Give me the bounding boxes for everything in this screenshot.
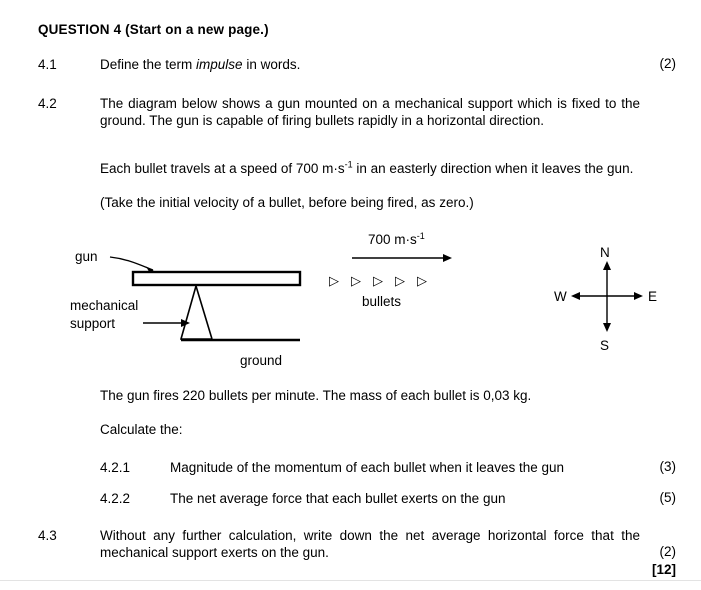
diagram-label-bullets: bullets — [362, 294, 402, 309]
question-number-4-1: 4.1 — [38, 57, 57, 72]
page-title: QUESTION 4 (Start on a new page.) — [38, 22, 269, 37]
question-4-1-text-before: Define the term — [100, 57, 197, 72]
marks-4-1: (2) — [659, 56, 676, 71]
bullet-glyph: ▷ — [417, 274, 427, 289]
compass-west-arrowhead — [571, 292, 580, 300]
marks-4-3: (2) — [659, 544, 676, 559]
compass-label-west: W — [554, 289, 567, 304]
diagram-label-mechanical-support-line-2: support — [70, 316, 116, 331]
mechanical-support-right-leg — [196, 286, 212, 339]
bullet-glyph: ▷ — [373, 274, 383, 289]
total-marks: [12] — [651, 562, 676, 577]
question-4-1-text-after: in words. — [242, 57, 301, 72]
bullet-glyph: ▷ — [395, 274, 405, 289]
bullet-glyph: ▷ — [329, 274, 339, 289]
speed-exponent: -1 — [344, 159, 353, 170]
diagram-label-mechanical-support-line-1: mechanical — [70, 298, 139, 313]
bullet-glyph: ▷ — [351, 274, 361, 289]
speed-statement-part-1: Each bullet travels at a speed of 700 m·s — [100, 161, 345, 176]
question-text-4-2-paragraph-3: (Take the initial velocity of a bullet, before being fired, as zero.) — [100, 195, 474, 210]
page-bottom-rule — [0, 580, 701, 581]
question-number-4-2-1: 4.2.1 — [100, 460, 131, 475]
gun-diagram — [0, 225, 701, 375]
question-number-4-2-2: 4.2.2 — [100, 491, 131, 506]
compass-east-arrowhead — [634, 292, 643, 300]
question-4-1-emphasis: impulse — [196, 57, 243, 72]
compass-north-arrowhead — [603, 261, 611, 270]
question-text-4-2-paragraph-2 — [100, 160, 640, 177]
speed-statement-part-2: in an easterly direction when it leaves the gun. — [352, 161, 634, 176]
gun-leader-line — [110, 257, 153, 270]
question-text-4-2-1: Magnitude of the momentum of each bullet when it leaves the gun — [170, 460, 564, 475]
diagram-label-speed: 700 $m\cdot s^{-1}$ — [368, 231, 425, 247]
compass-label-east: E — [648, 289, 658, 304]
question-number-4-2: 4.2 — [38, 96, 57, 111]
question-text-4-2-paragraph-5: Calculate the: — [100, 422, 183, 437]
velocity-arrow-head — [443, 254, 452, 262]
question-number-4-3: 4.3 — [38, 528, 57, 543]
question-text-4-2-2: The net average force that each bullet exerts on the gun — [170, 491, 506, 506]
gun-barrel — [133, 272, 300, 285]
bullets-row — [329, 274, 427, 289]
mechanical-support-triangle — [181, 286, 212, 339]
question-text-4-2-paragraph-1: The diagram below shows a gun mounted on a mechanical support which is fixed to the ground. The gun is capable of firing bullets rapidly in a horizontal direction. — [100, 96, 640, 128]
marks-4-2-1: (3) — [659, 459, 676, 474]
question-text-4-2-paragraph-4: The gun fires 220 bullets per minute. The mass of each bullet is 0,03 kg. — [100, 388, 532, 403]
compass-south-arrowhead — [603, 323, 611, 332]
compass-rose — [554, 245, 657, 353]
question-text-4-1 — [100, 56, 610, 73]
compass-label-south: S — [600, 338, 610, 353]
question-text-4-3: Without any further calculation, write down the net average horizontal force that the mechanical support exerts on the gun. — [100, 528, 640, 560]
compass-label-north: N — [600, 245, 610, 260]
diagram-label-ground: ground — [240, 353, 283, 368]
diagram-label-gun: gun — [75, 249, 98, 264]
marks-4-2-2: (5) — [659, 490, 676, 505]
